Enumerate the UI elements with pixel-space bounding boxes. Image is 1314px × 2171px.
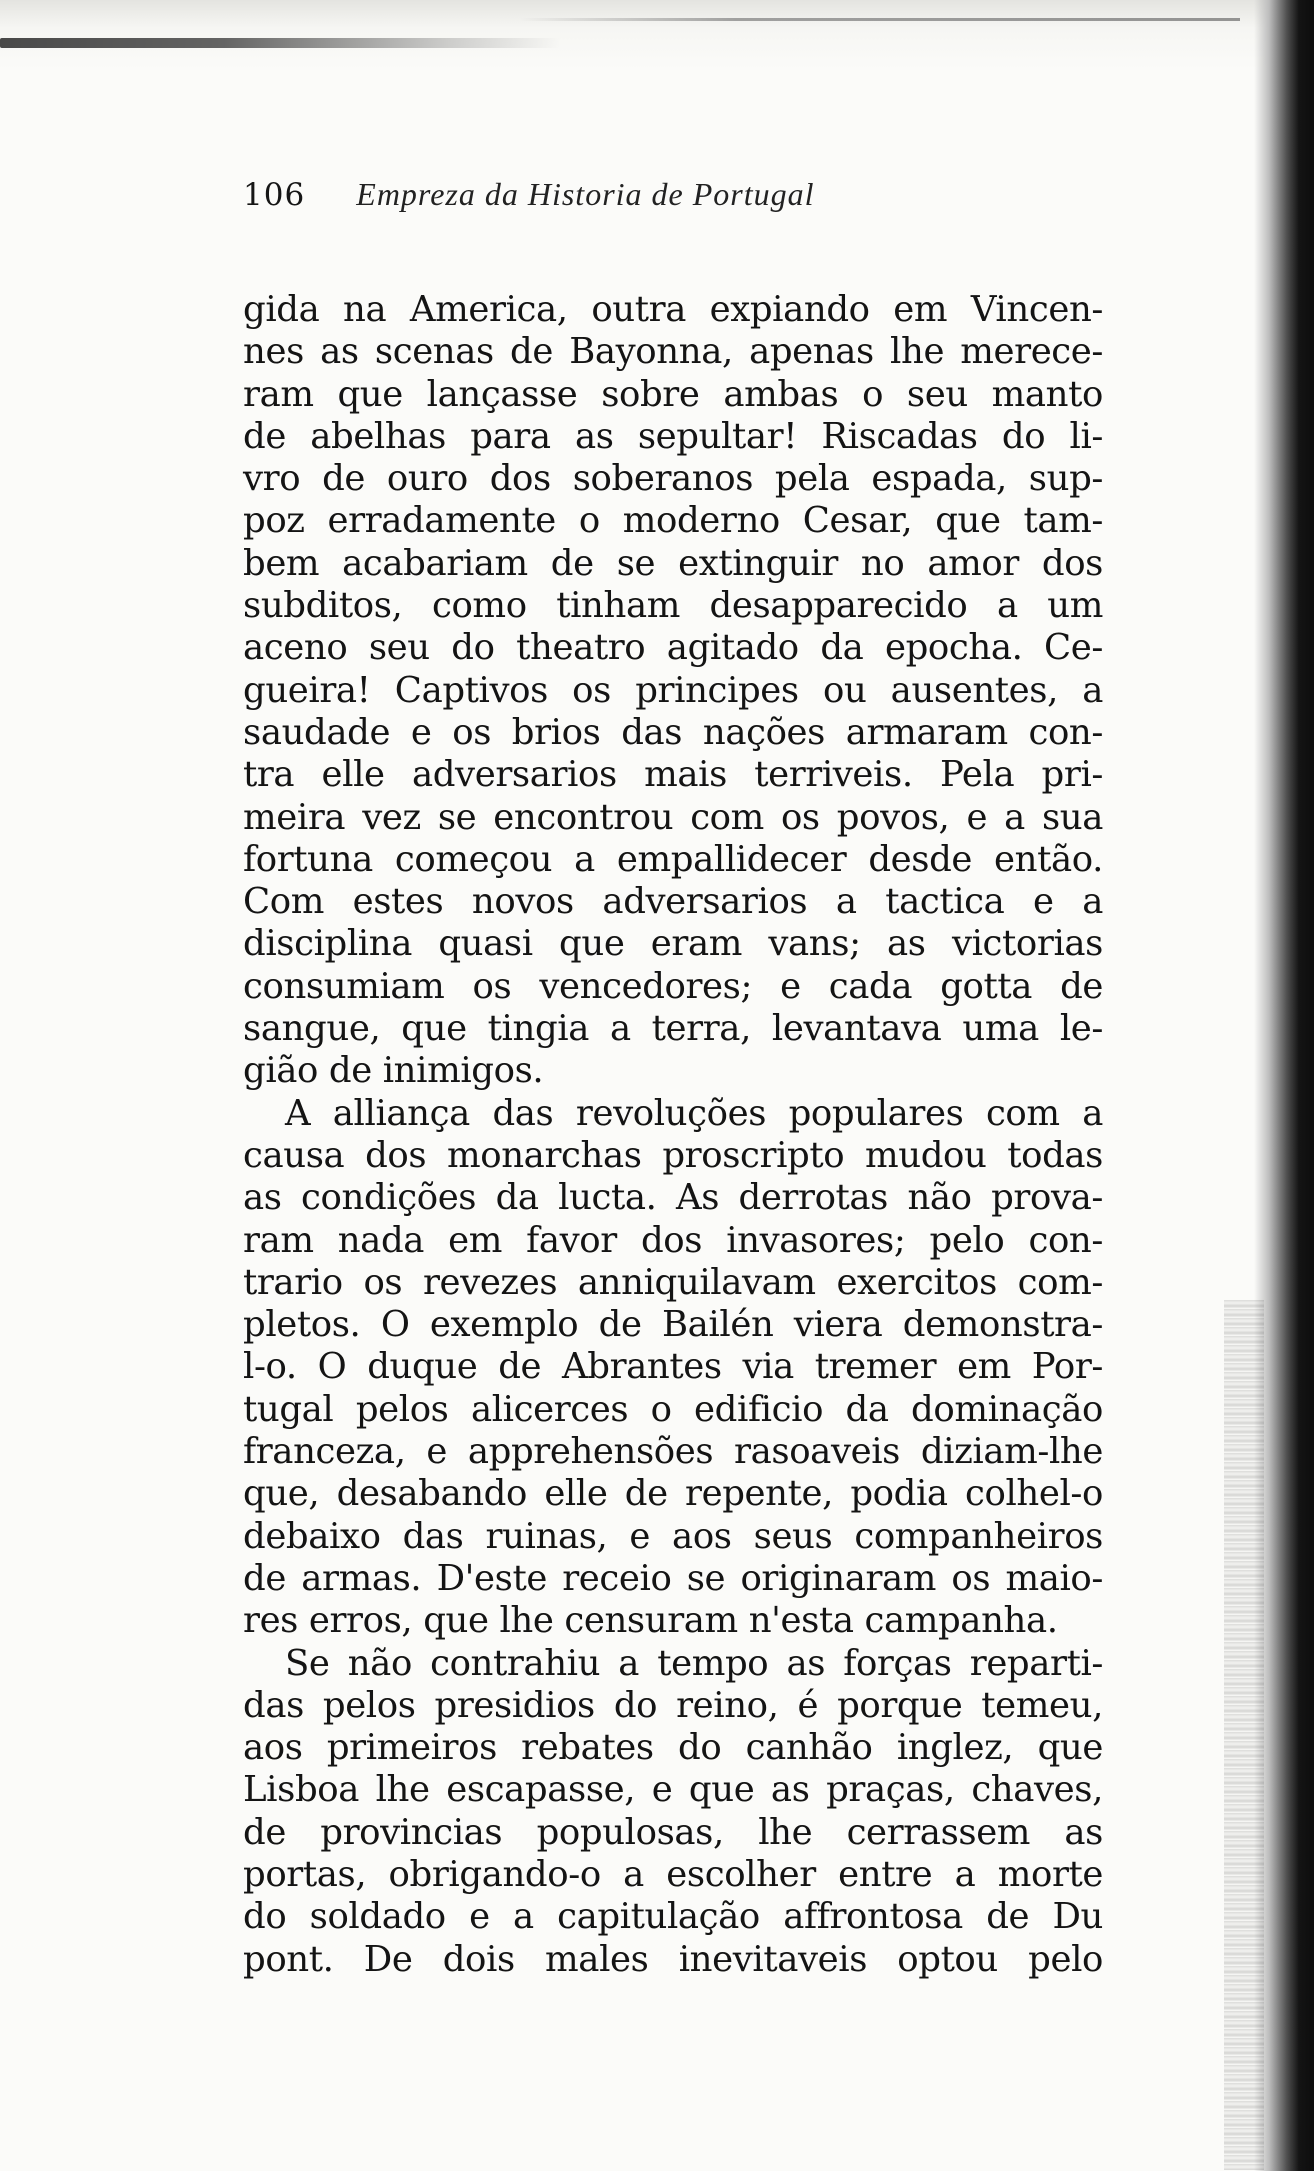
text-line: sangue, que tingia a terra, levantava uma le- bbox=[243, 1008, 1103, 1050]
text-line: portas, obrigando-o a escolher entre a morte bbox=[243, 1853, 1103, 1895]
text-line: l-o. O duque de Abrantes via tremer em Por- bbox=[243, 1346, 1103, 1388]
text-line: de provincias populosas, lhe cerrassem as bbox=[243, 1811, 1103, 1853]
scan-top-shadow bbox=[0, 0, 1314, 70]
scan-edge-mark bbox=[0, 38, 560, 48]
text-line: as condições da lucta. As derrotas não prova- bbox=[243, 1177, 1103, 1219]
text-line: bem acabariam de se extinguir no amor dos bbox=[243, 542, 1103, 584]
running-title: Empreza da Historia de Portugal bbox=[356, 176, 815, 212]
text-line: poz erradamente o moderno Cesar, que tam- bbox=[243, 500, 1103, 542]
text-line: aceno seu do theatro agitado da epocha. Ce- bbox=[243, 627, 1103, 669]
text-line: ram nada em favor dos invasores; pelo con- bbox=[243, 1219, 1103, 1261]
text-line: tra elle adversarios mais terriveis. Pela pri- bbox=[243, 754, 1103, 796]
text-line: Lisboa lhe escapasse, e que as praças, chaves, bbox=[243, 1769, 1103, 1811]
text-line: de abelhas para as sepultar! Riscadas do li- bbox=[243, 415, 1103, 457]
text-line: pont. De dois males inevitaveis optou pelo bbox=[243, 1938, 1103, 1980]
text-line: trario os revezes anniquilavam exercitos com- bbox=[243, 1261, 1103, 1303]
text-line: gida na America, outra expiando em Vincen- bbox=[243, 289, 1103, 330]
text-line: nes as scenas de Bayonna, apenas lhe merece- bbox=[243, 331, 1103, 373]
text-line: saudade e os brios das nações armaram con- bbox=[243, 711, 1103, 753]
text-line: ram que lançasse sobre ambas o seu manto bbox=[243, 373, 1103, 415]
text-line: das pelos presidios do reino, é porque temeu, bbox=[243, 1684, 1103, 1726]
text-line: subditos, como tinham desapparecido a um bbox=[243, 585, 1103, 627]
text-line: gueira! Captivos os principes ou ausentes, a bbox=[243, 669, 1103, 711]
text-line: que, desabando elle de repente, podia colhel-o bbox=[243, 1473, 1103, 1515]
text-line: franceza, e apprehensões rasoaveis diziam-lhe bbox=[243, 1431, 1103, 1473]
text-line: gião de inimigos. bbox=[243, 1050, 544, 1092]
running-header bbox=[243, 176, 1023, 226]
text-line: aos primeiros rebates do canhão inglez, que bbox=[243, 1727, 1103, 1769]
text-line: consumiam os vencedores; e cada gotta de bbox=[243, 965, 1103, 1007]
text-line: tugal pelos alicerces o edificio da dominação bbox=[243, 1388, 1103, 1430]
page-number: 106 bbox=[243, 177, 306, 213]
text-line: causa dos monarchas proscripto mudou todas bbox=[243, 1134, 1103, 1176]
text-line: vro de ouro dos soberanos pela espada, sup- bbox=[243, 458, 1103, 500]
text-line: de armas. D'este receio se originaram os maio- bbox=[243, 1557, 1103, 1599]
text-line: A alliança das revoluções populares com a bbox=[285, 1092, 1103, 1134]
text-line: debaixo das ruinas, e aos seus companheiros bbox=[243, 1515, 1103, 1557]
text-line: pletos. O exemplo de Bailén viera demonstra- bbox=[243, 1304, 1103, 1346]
text-line: meira vez se encontrou com os povos, e a sua bbox=[243, 796, 1103, 838]
text-line: disciplina quasi que eram vans; as victorias bbox=[243, 923, 1103, 965]
scan-edge-mark-thin bbox=[520, 18, 1240, 21]
binding-gutter-texture bbox=[1224, 1300, 1264, 2170]
text-line: Com estes novos adversarios a tactica e a bbox=[243, 881, 1103, 923]
text-line: do soldado e a capitulação affrontosa de Du bbox=[243, 1896, 1103, 1938]
text-line: res erros, que lhe censuram n'esta campanha. bbox=[243, 1600, 1058, 1642]
body-text bbox=[243, 289, 1103, 1981]
text-line: fortuna começou a empallidecer desde então. bbox=[243, 838, 1103, 880]
text-line: Se não contrahiu a tempo as forças reparti- bbox=[285, 1642, 1103, 1684]
